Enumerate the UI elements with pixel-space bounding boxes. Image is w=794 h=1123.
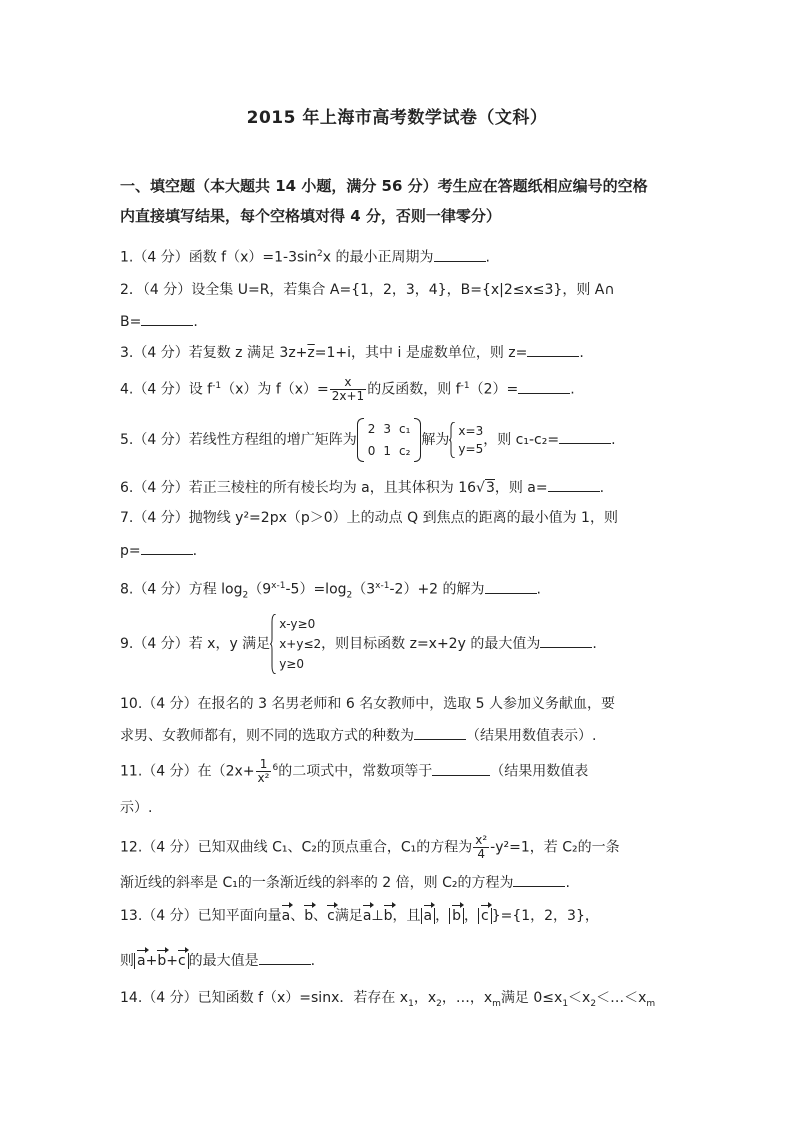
norm-b: b <box>449 908 464 924</box>
question-6: 6.（4 分）若正三棱柱的所有棱长均为 a，且其体积为 16√3，则 a= . <box>120 477 604 498</box>
answer-blank-7[interactable] <box>141 540 193 555</box>
question-2-line-2: B= . <box>120 311 198 332</box>
answer-blank-11[interactable] <box>432 761 490 776</box>
answer-blank-4[interactable] <box>518 379 570 394</box>
question-14: 14.（4 分）已知函数 f（x）=sinx．若存在 $x_1$，$x_2$，…，$x_m$满足 $0\le x_1<x_2<\dots<x_m$ <box>120 990 656 1009</box>
answer-blank-5[interactable] <box>559 429 611 444</box>
answer-blank-10[interactable] <box>414 725 466 740</box>
answer-blank-1[interactable] <box>434 247 486 262</box>
page-title: 2015 年上海市高考数学试卷（文科） <box>246 108 548 128</box>
answer-blank-13[interactable] <box>259 950 311 965</box>
constraint-system: x-y≥0 x+y≤2 y≥0 <box>270 614 321 674</box>
question-4: 4.（4 分）设 $f^{-1}(x)$为 f（x）= $\frac{x}{2x+1}$ 的反函数，则 $f^{-1}(2)=$ . <box>120 375 575 404</box>
answer-blank-8[interactable] <box>485 579 537 594</box>
section-heading-line-2: 内直接填写结果，每个空格填对得 4 分，否则一律零分） <box>120 207 501 225</box>
question-10-line-2: 求男、女教师都有，则不同的选取方式的种数为 （结果用数值表示）. <box>120 725 596 746</box>
norm-c: c <box>478 908 492 924</box>
question-9: 9.（4 分）若 x，y 满足 x-y≥0 x+y≤2 y≥0 ，则目标函数 z=x+2y 的最大值为 . <box>120 614 597 674</box>
vector-a: a <box>281 908 291 924</box>
question-12-line-2: 渐近线的斜率是 C₁的一条渐近线的斜率的 2 倍，则 C₂的方程为 . <box>120 872 570 893</box>
fraction-1-over-x-squared: $\frac{1}{\text{x²}}$ <box>257 757 270 786</box>
section-heading-line-1: 一、填空题（本大题共 14 小题，满分 56 分）考生应在答题纸相应编号的空格 <box>120 177 648 195</box>
augmented-matrix: 2 3 c₁ 0 1 c₂ <box>357 418 422 462</box>
answer-blank-3[interactable] <box>527 342 579 357</box>
fraction-x-over-2x-plus-1: $\frac{x}{2x+1}$ <box>331 375 365 404</box>
question-7: 7.（4 分）抛物线 y²=2px（p＞0）上的动点 Q 到焦点的距离的最小值为 1，则 <box>120 510 618 526</box>
question-10: 10.（4 分）在报名的 3 名男老师和 6 名女教师中，选取 5 人参加义务献血，要 <box>120 696 616 712</box>
question-13-line-2: 则 a+b+c 的最大值是 . <box>120 950 315 971</box>
question-11-line-2: 示）. <box>120 800 153 816</box>
sqrt-sign-icon: √ <box>476 480 485 496</box>
vector-b: b <box>304 908 314 924</box>
fraction-x-squared-over-4: $\frac{\text{x²}}{4}$ <box>475 833 488 861</box>
answer-blank-6[interactable] <box>548 477 600 492</box>
question-2: 2．（4 分）设全集 U=R，若集合 A={1，2，3，4}，B={x|2≤x≤3}，则 A∩ <box>120 282 615 298</box>
vector-b: b <box>383 908 393 924</box>
question-11: 11.（4 分）在（2x+ $\frac{1}{\text{x²}}$ $^6$的二项式中，常数项等于 （结果用数值表 <box>120 757 589 786</box>
question-1: 1.（4 分）函数 $f(x)=1-3\sin^2x$ 的最小正周期为 . <box>120 244 490 268</box>
norm-sum: a+b+c <box>134 953 189 969</box>
question-5: 5.（4 分）若线性方程组的增广矩阵为 2 3 c₁ 0 1 c₂ 解为 x=3 y=5 ，则 c₁-c₂= . <box>120 418 616 462</box>
left-brace-icon <box>270 614 277 674</box>
answer-blank-12[interactable] <box>513 872 565 887</box>
norm-a: a <box>421 908 436 924</box>
question-3: 3.（4 分）若复数 z 满足 $3z+\overline{z}=1+i$，其中 i 是虚数单位，则 z= . <box>120 342 584 363</box>
answer-blank-9[interactable] <box>540 633 592 648</box>
question-13: 13.（4 分）已知平面向量a、b、c满足a⊥b，且 a ， b ， c }={1，2，3}， <box>120 908 599 924</box>
solution-system: x=3 y=5 <box>449 422 483 458</box>
question-12: 12.（4 分）已知双曲线 C₁、C₂的顶点重合，C₁的方程为 $\frac{\text{x²}}{4}$ -y²=1，若 C₂的一条 <box>120 833 620 861</box>
section-heading <box>120 171 686 231</box>
answer-blank-2[interactable] <box>141 311 193 326</box>
question-7-line-2: p= . <box>120 540 197 561</box>
question-8: 8.（4 分）方程 $\log_2(9^{x-1}-5)=\log_2(3^{x-1}-2)+2$ 的解为 . <box>120 576 541 605</box>
vector-c: c <box>327 908 335 924</box>
left-brace-icon <box>449 422 456 458</box>
vector-a: a <box>362 908 372 924</box>
